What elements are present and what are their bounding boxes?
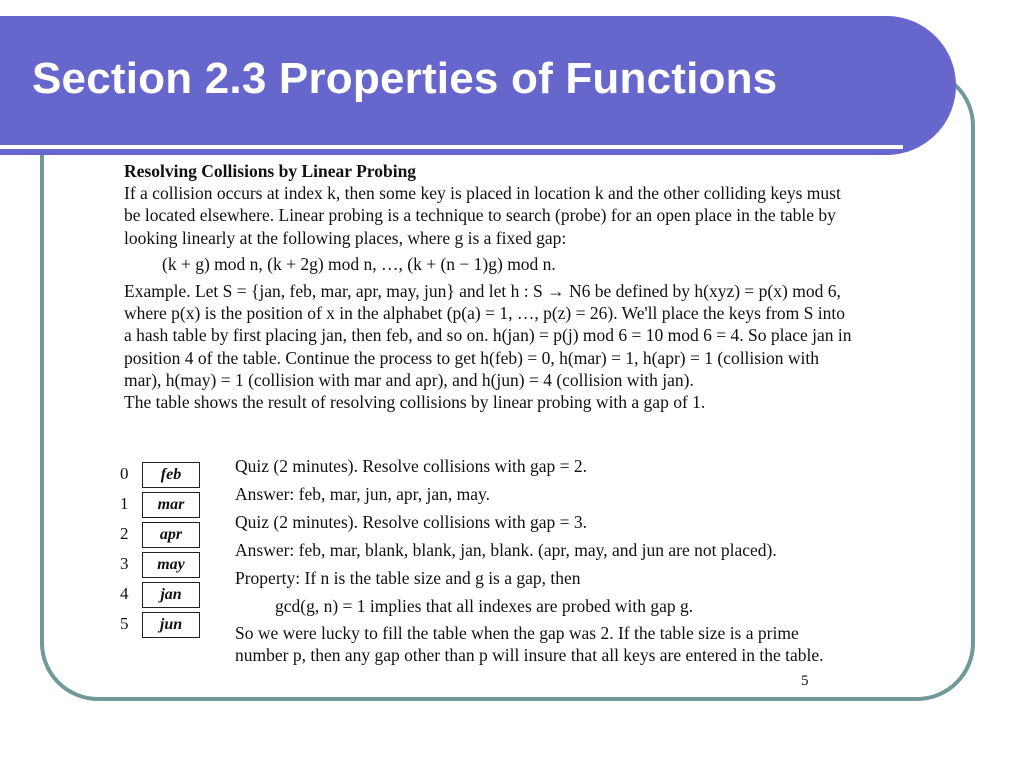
conclusion-paragraph: So we were lucky to fill the table when the gap was 2. If the table size is a prime number p, then any gap other than p will insure that all keys are entered in the table. xyxy=(235,623,824,665)
quiz-answer-2: Answer: feb, mar, blank, blank, jan, blank. (apr, may, and jun are not placed). xyxy=(235,540,777,560)
table-index: 3 xyxy=(120,554,129,573)
table-cell: feb xyxy=(142,462,200,488)
lower-section xyxy=(0,452,1024,702)
table-index: 1 xyxy=(120,494,129,513)
quiz-section xyxy=(235,452,855,666)
section-heading: Resolving Collisions by Linear Probing xyxy=(124,161,417,181)
slide-title: Section 2.3 Properties of Functions xyxy=(32,54,778,103)
example-paragraph: Example. Let S = {jan, feb, mar, apr, may, jun} and let h : S → N6 be defined by h(xyz) = p(x) mod 6, where p(x) is the position of x in the alphabet (p(a) = 1, …, p(z) = 26). We'll place the keys from S into a hash table by first placing jan, then feb, and so on. h(jan) = p(j) mod 6 = 10 mod 6 = 4. So place jan in position 4 of the table. Continue the process to get h(feb) = 0, h(mar) = 1, h(apr) = 1 (collision with mar), h(may) = 1 (collision with mar and apr), and h(jun) = 4 (collision with jan). xyxy=(124,281,852,390)
table-cell: mar xyxy=(142,492,200,518)
table-cell: apr xyxy=(142,522,200,548)
quiz-answer-1: Answer: feb, mar, jun, apr, jan, may. xyxy=(235,484,491,504)
gcd-statement: gcd(g, n) = 1 implies that all indexes are probed with gap g. xyxy=(275,596,694,616)
linear-probing-paragraph: If a collision occurs at index k, then some key is placed in location k and the other colliding keys must be located elsewhere. Linear probing is a technique to search (probe) for an open place in the table by looking linearly at the following places, where g is a fixed gap: xyxy=(124,183,841,248)
table-index: 4 xyxy=(120,584,129,603)
table-cell: jan xyxy=(142,582,200,608)
title-underline xyxy=(0,145,903,149)
table-index: 0 xyxy=(120,464,129,483)
table-cell: may xyxy=(142,552,200,578)
table-cell: jun xyxy=(142,612,200,638)
quiz-question-2: Quiz (2 minutes). Resolve collisions with gap = 3. xyxy=(235,512,588,532)
document-content xyxy=(124,160,854,413)
property-statement: Property: If n is the table size and g is a gap, then xyxy=(235,568,581,588)
probe-formula: (k + g) mod n, (k + 2g) mod n, …, (k + (n − 1)g) mod n. xyxy=(162,253,556,274)
quiz-question-1: Quiz (2 minutes). Resolve collisions with gap = 2. xyxy=(235,456,588,476)
table-index: 5 xyxy=(120,614,129,633)
table-index: 2 xyxy=(120,524,129,543)
page-number: 5 xyxy=(801,673,809,689)
table-note: The table shows the result of resolving collisions by linear probing with a gap of 1. xyxy=(124,392,706,413)
